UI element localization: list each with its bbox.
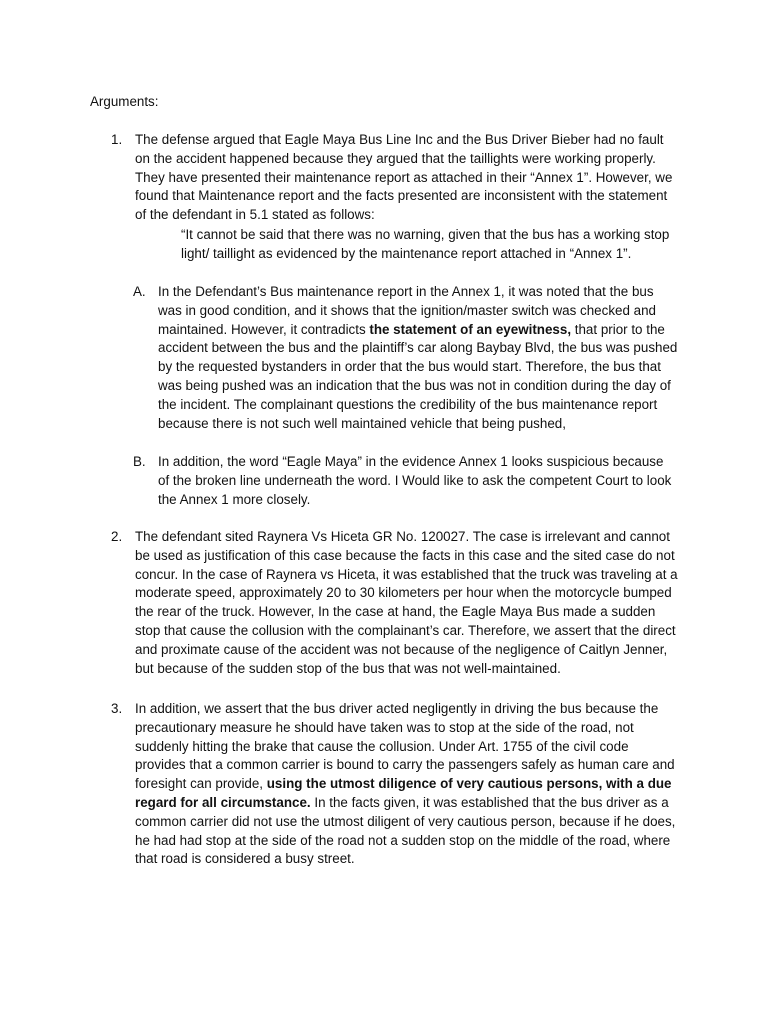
sub-list-item — [133, 283, 678, 433]
bold-text: the statement of an eyewitness, — [369, 321, 572, 337]
item-text-continued: In the facts given, it was established that the bus driver as a common carrier did not use the utmost diligent of very cautious person, because if he does, he had had stop at the side of the road not a sudden stop on the middle of the road, where that road is considered a busy street. — [135, 794, 676, 867]
list-number: 1. — [111, 132, 123, 147]
list-number: 2. — [111, 529, 123, 544]
sub-item-text-continued: that prior to the accident between the bus and the plaintiff’s car along Baybay Blvd, the bus was pushed by the requested bystanders in order that the bus would start. Therefore, the bus that was being pushed was an indication that the bus was not in condition during the day of the incident. The complainant questions the credibility of the bus maintenance report because there is not such well maintained vehicle that being pushed, — [158, 321, 678, 431]
item-text: The defendant sited Raynera Vs Hiceta GR No. 120027. The case is irrelevant and cannot be used as justification of this case because the facts in this case and the sited case do not concur. In the case of Raynera vs Hiceta, it was established that the truck was traveling at a moderate speed, approximately 20 to 30 kilometers per hour when the motorcycle bumped the rear of the truck. However, In the case at hand, the Eagle Maya Bus made a sudden stop that cause the collusion with the complainant’s car. Therefore, we assert that the direct and proximate cause of the accident was not because of the negligence of Caitlyn Jenner, but because of the sudden stop of the bus that was not well-maintained. — [135, 529, 678, 676]
item-text: In addition, we assert that the bus driver acted negligently in driving the bus because the precautionary measure he should have taken was to stop at the side of the road, not suddenly hitting the brake that cause the collusion. Under Art. 1755 of the civil code provides that a common carrier is bound to carry the passengers safely as human care and foresight can provide, — [135, 701, 675, 792]
item-text: The defense argued that Eagle Maya Bus Line Inc and the Bus Driver Bieber had no fault on the accident happened because they argued that the taillights were working properly. They have presented their maintenance report as attached in their “Annex 1”. However, we found that Maintenance report and the facts presented are inconsistent with the statement of the defendant in 5.1 stated as follows: — [135, 132, 673, 223]
list-number: 3. — [111, 701, 123, 716]
bold-text: using the utmost diligence of very cautious persons, with a due regard for all circumstance. — [135, 776, 672, 810]
block-quote: “It cannot be said that there was no warning, given that the bus has a working stop light/ taillight as evidenced by the maintenance report attached in “Annex 1”. — [181, 227, 670, 261]
sub-list-letter: A. — [133, 284, 146, 299]
sub-list-letter: B. — [133, 454, 146, 469]
sub-list-item — [133, 453, 678, 509]
sub-item-text: In addition, the word “Eagle Maya” in the evidence Annex 1 looks suspicious because of the broken line underneath the word. I Would like to ask the competent Court to look the Annex 1 more closely. — [158, 454, 672, 507]
list-item — [111, 528, 680, 678]
list-item — [111, 700, 680, 869]
list-item — [111, 131, 680, 225]
sub-item-text: In the Defendant’s Bus maintenance report in the Annex 1, it was noted that the bus was in good condition, and it shows that the ignition/master switch was checked and maintained. However, it contradicts — [158, 284, 656, 337]
section-heading: Arguments: — [90, 94, 159, 109]
